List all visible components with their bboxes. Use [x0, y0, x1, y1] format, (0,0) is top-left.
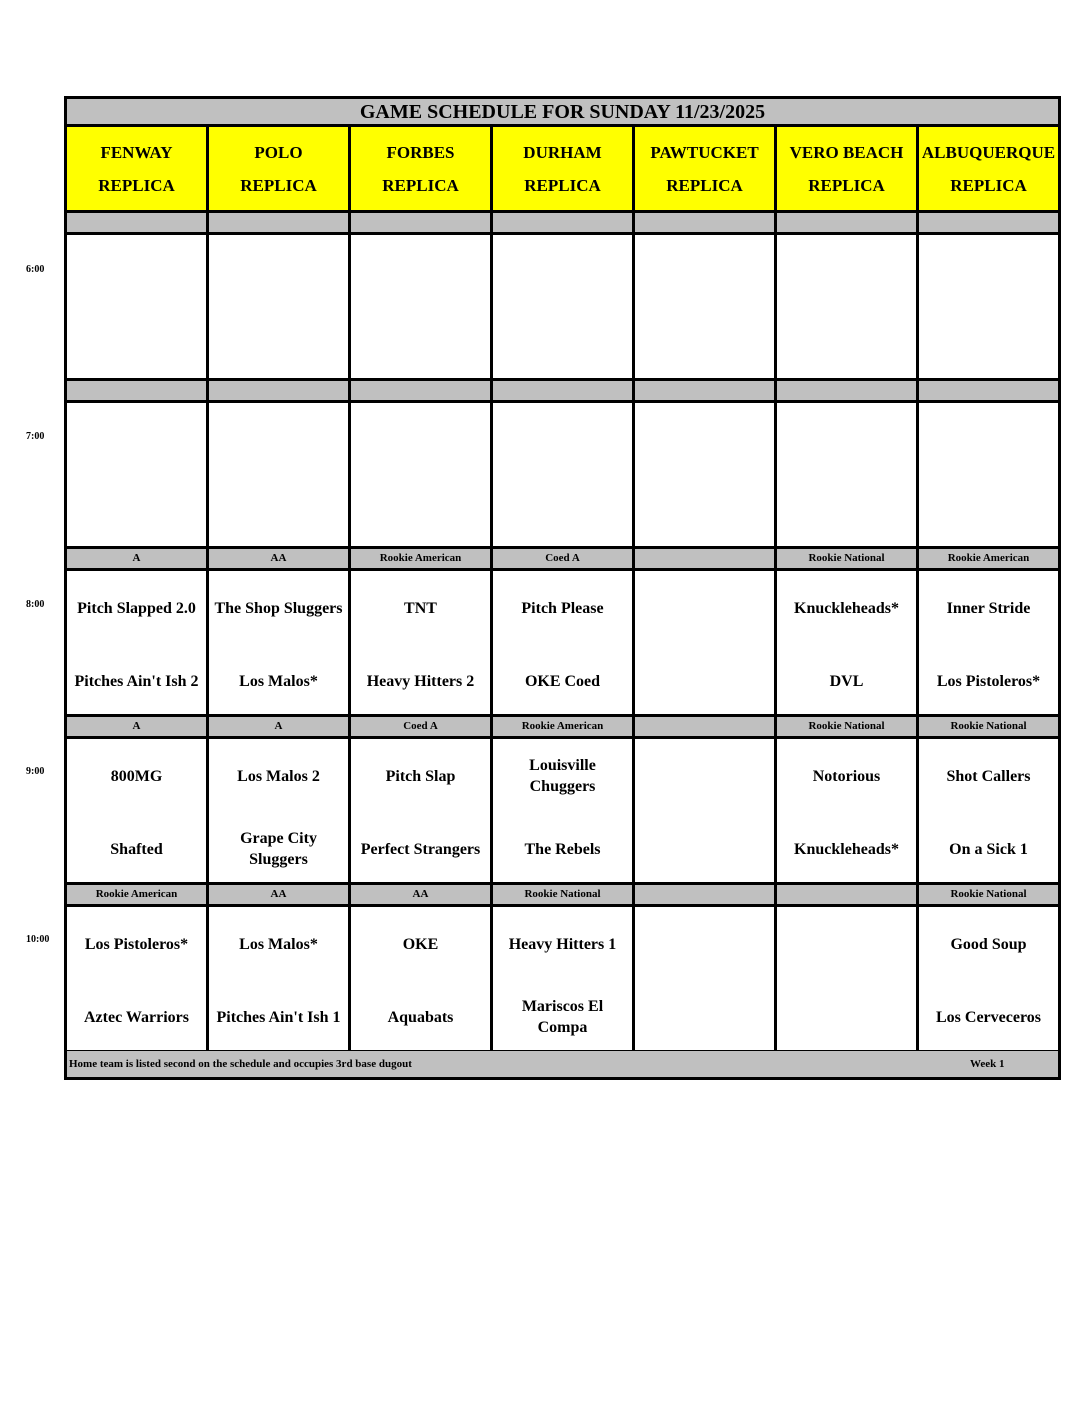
division-label: Rookie National: [493, 885, 635, 904]
home-team: DVL: [829, 672, 864, 690]
away-team: TNT: [404, 599, 437, 617]
division-label: A: [67, 717, 209, 736]
away-team: Pitch Please: [521, 599, 604, 617]
home-team-note: Home team is listed second on the schedule and occupies 3rd base dugout: [69, 1058, 412, 1070]
game-cell: [67, 739, 209, 882]
division-row: [67, 885, 1058, 907]
home-team: [493, 320, 632, 370]
home-team: [209, 488, 348, 538]
home-team: [635, 992, 774, 1042]
game-cell: [919, 403, 1058, 546]
home-team: Perfect Strangers: [360, 840, 481, 858]
division-label: [493, 381, 635, 400]
game-cell: [919, 907, 1058, 1050]
division-label: Rookie American: [351, 549, 493, 568]
division-label: [67, 381, 209, 400]
away-team: [493, 247, 632, 297]
home-team: Heavy Hitters 2: [366, 672, 475, 690]
division-label: AA: [351, 885, 493, 904]
home-team: Shafted: [110, 840, 163, 858]
away-team: [635, 247, 774, 297]
away-team: 800MG: [110, 767, 163, 785]
game-cell: [67, 235, 209, 378]
away-team: [635, 583, 774, 633]
home-team: [351, 320, 490, 370]
home-team: [493, 488, 632, 538]
division-label: [777, 381, 919, 400]
away-team: [209, 247, 348, 297]
home-team: [635, 824, 774, 874]
game-cell: [919, 739, 1058, 882]
home-team: On a Sick 1: [949, 840, 1028, 858]
home-team: [635, 320, 774, 370]
field-header: FENWAY REPLICA: [67, 127, 209, 210]
home-team: Mariscos El Compa: [521, 998, 604, 1036]
field-header: VERO BEACH REPLICA: [777, 127, 919, 210]
game-cell: [493, 907, 635, 1050]
game-cell: [777, 739, 919, 882]
game-cell: [777, 571, 919, 714]
division-label: AA: [209, 549, 351, 568]
game-row: [67, 739, 1058, 885]
time-column: [0, 0, 64, 1100]
schedule-table: [64, 96, 1061, 1080]
division-label: [351, 381, 493, 400]
home-team: [351, 488, 490, 538]
game-cell: [67, 907, 209, 1050]
division-row: [67, 381, 1058, 403]
division-row: [67, 717, 1058, 739]
field-header: POLO REPLICA: [209, 127, 351, 210]
away-team: [777, 247, 916, 297]
game-cell: [209, 739, 351, 882]
division-label: [919, 213, 1058, 232]
time-label: 10:00: [26, 934, 50, 945]
home-team: Aquabats: [387, 1008, 454, 1026]
away-team: [351, 247, 490, 297]
home-team: [67, 488, 206, 538]
home-team: Knuckleheads*: [794, 840, 899, 858]
game-row: [67, 235, 1058, 381]
division-label: [635, 885, 777, 904]
home-team: Grape City Sluggers: [240, 830, 317, 868]
home-team: [209, 320, 348, 370]
game-cell: [493, 403, 635, 546]
game-cell: [493, 739, 635, 882]
away-team: Pitch Slapped 2.0: [77, 599, 196, 617]
game-cell: [209, 403, 351, 546]
home-team: Los Pistoleros*: [936, 672, 1041, 690]
game-cell: [777, 403, 919, 546]
field-header: FORBES REPLICA: [351, 127, 493, 210]
division-label: AA: [209, 885, 351, 904]
game-cell: [635, 739, 777, 882]
away-team: The Shop Sluggers: [214, 599, 343, 617]
away-team: Inner Stride: [946, 599, 1031, 617]
away-team: [777, 415, 916, 465]
footer-bar: [67, 1051, 1058, 1077]
game-cell: [67, 571, 209, 714]
home-team: Pitches Ain't Ish 2: [74, 672, 199, 690]
field-header: ALBUQUERQUE REPLICA: [919, 127, 1058, 210]
division-row: [67, 549, 1058, 571]
schedule-title: GAME SCHEDULE FOR SUNDAY 11/23/2025: [67, 99, 1058, 127]
game-cell: [919, 235, 1058, 378]
game-cell: [635, 403, 777, 546]
home-team: Pitches Ain't Ish 1: [216, 1008, 341, 1026]
division-row: [67, 213, 1058, 235]
game-cell: [919, 571, 1058, 714]
home-team: [777, 320, 916, 370]
home-team: [919, 488, 1058, 538]
division-label: [635, 213, 777, 232]
game-cell: [351, 739, 493, 882]
division-label: [919, 381, 1058, 400]
division-label: Rookie National: [950, 888, 1027, 900]
division-label: Coed A: [351, 717, 493, 736]
away-team: Heavy Hitters 1: [508, 935, 617, 953]
away-team: Knuckleheads*: [794, 599, 899, 617]
game-row: [67, 907, 1058, 1053]
home-team: Los Malos*: [239, 672, 318, 690]
away-team: Los Malos*: [239, 935, 318, 953]
division-label: [635, 549, 777, 568]
away-team: Los Malos 2: [237, 767, 320, 785]
division-label: [209, 213, 351, 232]
away-team: [635, 751, 774, 801]
away-team: Good Soup: [950, 935, 1027, 953]
away-team: [635, 415, 774, 465]
away-team: [919, 415, 1058, 465]
away-team: [919, 247, 1058, 297]
time-label: 8:00: [26, 599, 45, 610]
away-team: [777, 919, 916, 969]
home-team: [777, 992, 916, 1042]
away-team: [635, 919, 774, 969]
time-label: 7:00: [26, 431, 45, 442]
division-label: [209, 381, 351, 400]
away-team: Louisville Chuggers: [529, 757, 596, 795]
away-team: [67, 247, 206, 297]
game-cell: [351, 907, 493, 1050]
away-team: Los Pistoleros*: [84, 935, 189, 953]
game-row: [67, 571, 1058, 717]
division-label: Rookie American: [947, 552, 1030, 564]
home-team: [635, 656, 774, 706]
division-label: [351, 213, 493, 232]
game-cell: [351, 571, 493, 714]
away-team: [351, 415, 490, 465]
away-team: [209, 415, 348, 465]
game-cell: [351, 403, 493, 546]
game-cell: [209, 571, 351, 714]
game-row: [67, 403, 1058, 549]
division-label: [777, 885, 919, 904]
away-team: OKE: [402, 935, 439, 953]
field-header: PAWTUCKET REPLICA: [635, 127, 777, 210]
division-label: Rookie American: [67, 885, 209, 904]
game-cell: [777, 235, 919, 378]
division-label: Rookie American: [493, 717, 635, 736]
division-label: A: [67, 549, 209, 568]
home-team: [635, 488, 774, 538]
away-team: Notorious: [812, 767, 881, 785]
game-cell: [209, 907, 351, 1050]
division-label: [493, 213, 635, 232]
game-cell: [493, 571, 635, 714]
game-cell: [777, 907, 919, 1050]
game-cell: [209, 235, 351, 378]
division-label: A: [209, 717, 351, 736]
division-label: [635, 381, 777, 400]
game-cell: [635, 235, 777, 378]
division-label: [777, 213, 919, 232]
division-label: [67, 213, 209, 232]
time-label: 6:00: [26, 264, 45, 275]
home-team: [67, 320, 206, 370]
game-cell: [67, 403, 209, 546]
division-label: [635, 717, 777, 736]
division-label: Rookie National: [777, 549, 919, 568]
away-team: Pitch Slap: [385, 767, 456, 785]
week-label: Week 1: [970, 1058, 1005, 1070]
home-team: Los Cerveceros: [936, 1008, 1041, 1026]
time-label: 9:00: [26, 766, 45, 777]
game-cell: [351, 235, 493, 378]
home-team: [777, 488, 916, 538]
away-team: [493, 415, 632, 465]
division-label: Coed A: [493, 549, 635, 568]
game-cell: [493, 235, 635, 378]
field-header-row: [67, 127, 1058, 213]
away-team: Shot Callers: [946, 767, 1031, 785]
field-header: DURHAM REPLICA: [493, 127, 635, 210]
division-label: Rookie National: [950, 720, 1027, 732]
game-cell: [635, 571, 777, 714]
home-team: The Rebels: [524, 840, 601, 858]
game-cell: [635, 907, 777, 1050]
home-team: OKE Coed: [524, 672, 601, 690]
away-team: [67, 415, 206, 465]
home-team: [919, 320, 1058, 370]
home-team: Aztec Warriors: [84, 1008, 189, 1026]
division-label: Rookie National: [777, 717, 919, 736]
